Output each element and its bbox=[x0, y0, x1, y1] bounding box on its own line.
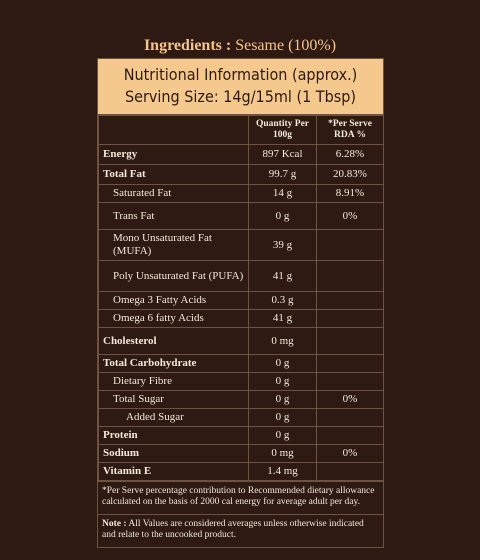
ingredients-label: Ingredients : bbox=[143, 37, 232, 54]
nutrition-header bbox=[98, 59, 383, 115]
ingredients-line bbox=[0, 37, 480, 55]
nutrient-rda bbox=[317, 292, 384, 310]
nutrient-rda: 20.83% bbox=[317, 165, 384, 185]
rda-footnote: *Per Serve percentage contribution to Recommended dietary allowance calculated on the basis of 2000 cal energy for average adult per day. bbox=[98, 481, 383, 514]
nutrient-rda: 0% bbox=[317, 203, 384, 230]
table-row bbox=[99, 427, 384, 445]
nutrient-quantity: 0 g bbox=[249, 203, 317, 230]
nutrient-rda bbox=[317, 230, 384, 261]
table-row bbox=[99, 445, 384, 463]
table-row bbox=[99, 373, 384, 391]
nutrient-name: Trans Fat bbox=[99, 203, 249, 230]
quantity-column-header: Quantity Per 100g bbox=[249, 116, 317, 145]
nutrition-panel bbox=[97, 58, 384, 548]
nutrient-rda bbox=[317, 409, 384, 427]
nutrition-table bbox=[98, 115, 384, 481]
nutrient-quantity: 39 g bbox=[249, 230, 317, 261]
nutrient-quantity: 0 mg bbox=[249, 328, 317, 355]
name-column-header bbox=[99, 116, 249, 145]
note-text: All Values are considered averages unless otherwise indicated and relate to the uncooked product. bbox=[102, 519, 364, 540]
serving-size: Serving Size: 14g/15ml (1 Tbsp) bbox=[125, 87, 356, 106]
table-row bbox=[99, 203, 384, 230]
nutrient-rda: 6.28% bbox=[317, 145, 384, 165]
table-row bbox=[99, 145, 384, 165]
nutrient-quantity: 0.3 g bbox=[249, 292, 317, 310]
nutrient-quantity: 0 mg bbox=[249, 445, 317, 463]
nutrient-rda bbox=[317, 427, 384, 445]
nutrient-quantity: 14 g bbox=[249, 185, 317, 203]
nutrient-quantity: 1.4 mg bbox=[249, 463, 317, 481]
table-row bbox=[99, 463, 384, 481]
nutrition-title: Nutritional Information (approx.) bbox=[123, 65, 358, 84]
nutrient-quantity: 99.7 g bbox=[249, 165, 317, 185]
nutrient-quantity: 41 g bbox=[249, 261, 317, 292]
table-row bbox=[99, 165, 384, 185]
table-header-row bbox=[99, 116, 384, 145]
nutrient-rda bbox=[317, 328, 384, 355]
nutrient-name: Omega 3 Fatty Acids bbox=[99, 292, 249, 310]
nutrient-name: Added Sugar bbox=[99, 409, 249, 427]
nutrient-quantity: 0 g bbox=[249, 373, 317, 391]
nutrient-quantity: 0 g bbox=[249, 391, 317, 409]
nutrient-quantity: 41 g bbox=[249, 310, 317, 328]
nutrient-name: Sodium bbox=[99, 445, 249, 463]
nutrient-rda: 0% bbox=[317, 391, 384, 409]
nutrient-name: Poly Unsaturated Fat (PUFA) bbox=[99, 261, 249, 292]
table-row bbox=[99, 391, 384, 409]
nutrient-rda bbox=[317, 463, 384, 481]
nutrient-rda: 0% bbox=[317, 445, 384, 463]
nutrient-quantity: 0 g bbox=[249, 427, 317, 445]
nutrient-name: Energy bbox=[99, 145, 249, 165]
rda-column-header: *Per Serve RDA % bbox=[317, 116, 384, 145]
note-label: Note : bbox=[102, 519, 127, 529]
nutrient-name: Vitamin E bbox=[99, 463, 249, 481]
nutrient-name: Protein bbox=[99, 427, 249, 445]
ingredients-value: Sesame (100%) bbox=[235, 37, 337, 54]
nutrient-name: Cholesterol bbox=[99, 328, 249, 355]
nutrient-quantity: 0 g bbox=[249, 409, 317, 427]
nutrient-rda bbox=[317, 355, 384, 373]
nutrient-name: Saturated Fat bbox=[99, 185, 249, 203]
nutrient-rda bbox=[317, 261, 384, 292]
nutrient-name: Mono Unsaturated Fat (MUFA) bbox=[99, 230, 249, 261]
nutrient-rda bbox=[317, 310, 384, 328]
nutrient-name: Dietary Fibre bbox=[99, 373, 249, 391]
nutrient-rda bbox=[317, 373, 384, 391]
nutrient-name: Total Sugar bbox=[99, 391, 249, 409]
nutrient-rda: 8.91% bbox=[317, 185, 384, 203]
note bbox=[98, 514, 383, 547]
nutrient-quantity: 897 Kcal bbox=[249, 145, 317, 165]
table-row bbox=[99, 261, 384, 292]
nutrient-name: Total Carbohydrate bbox=[99, 355, 249, 373]
table-row bbox=[99, 409, 384, 427]
nutrient-quantity: 0 g bbox=[249, 355, 317, 373]
table-row bbox=[99, 355, 384, 373]
table-row bbox=[99, 328, 384, 355]
nutrient-name: Total Fat bbox=[99, 165, 249, 185]
table-row bbox=[99, 230, 384, 261]
nutrient-name: Omega 6 fatty Acids bbox=[99, 310, 249, 328]
table-row bbox=[99, 292, 384, 310]
table-row bbox=[99, 185, 384, 203]
table-row bbox=[99, 310, 384, 328]
